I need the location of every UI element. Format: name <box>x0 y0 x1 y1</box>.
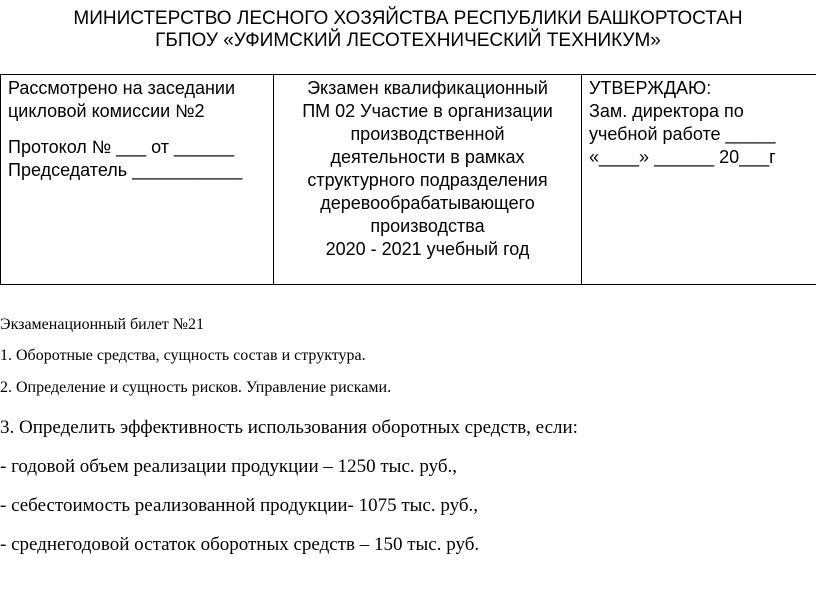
question-1: 1. Оборотные средства, сущность состав и структура. <box>0 347 366 364</box>
approve-date-line: «____» ______ 20___г <box>589 147 776 167</box>
commission-cell <box>1 75 274 285</box>
condition-working-capital: - среднегодовой остаток оборотных средств – 150 тыс. руб. <box>0 534 480 555</box>
condition-cost-price: - себестоимость реализованной продукции- 1075 тыс. руб., <box>0 495 479 516</box>
approval-table <box>0 74 816 285</box>
question-3: 3. Определить эффективность использования оборотных средств, если: <box>0 417 578 438</box>
approval-cell <box>582 75 816 285</box>
exam-line-1: Экзамен квалификационный <box>307 78 548 98</box>
ticket-title: Экзаменационный билет №21 <box>0 316 205 333</box>
approve-line-3: учебной работе _____ <box>589 124 776 144</box>
exam-line-3: производственной <box>350 124 505 144</box>
chairman-line: Председатель ___________ <box>8 160 243 180</box>
approve-line-2: Зам. директора по <box>589 101 744 121</box>
academic-year: 2020 - 2021 учебный год <box>325 239 530 259</box>
condition-sales-volume: - годовой объем реализации продукции – 1250 тыс. руб., <box>0 456 458 477</box>
ministry-title: МИНИСТЕРСТВО ЛЕСНОГО ХОЗЯЙСТВА РЕСПУБЛИКИ БАШКОРТОСТАН <box>73 8 743 29</box>
exam-line-4: деятельности в рамках <box>330 147 525 167</box>
exam-line-5: структурного подразделения <box>307 170 548 190</box>
approve-heading: УТВЕРЖДАЮ: <box>589 78 712 98</box>
commission-line-2: цикловой комиссии №2 <box>8 101 205 121</box>
protocol-line: Протокол № ___ от ______ <box>8 137 235 157</box>
college-title: ГБПОУ «УФИМСКИЙ ЛЕСОТЕХНИЧЕСКИЙ ТЕХНИКУМ» <box>155 30 661 51</box>
commission-line-1: Рассмотрено на заседании <box>8 78 236 98</box>
exam-info-cell <box>274 75 582 285</box>
exam-line-6: деревообрабатывающего <box>320 193 535 213</box>
question-2: 2. Определение и сущность рисков. Управление рисками. <box>0 379 392 396</box>
exam-line-2: ПМ 02 Участие в организации <box>302 101 553 121</box>
exam-line-7: производства <box>370 216 485 236</box>
